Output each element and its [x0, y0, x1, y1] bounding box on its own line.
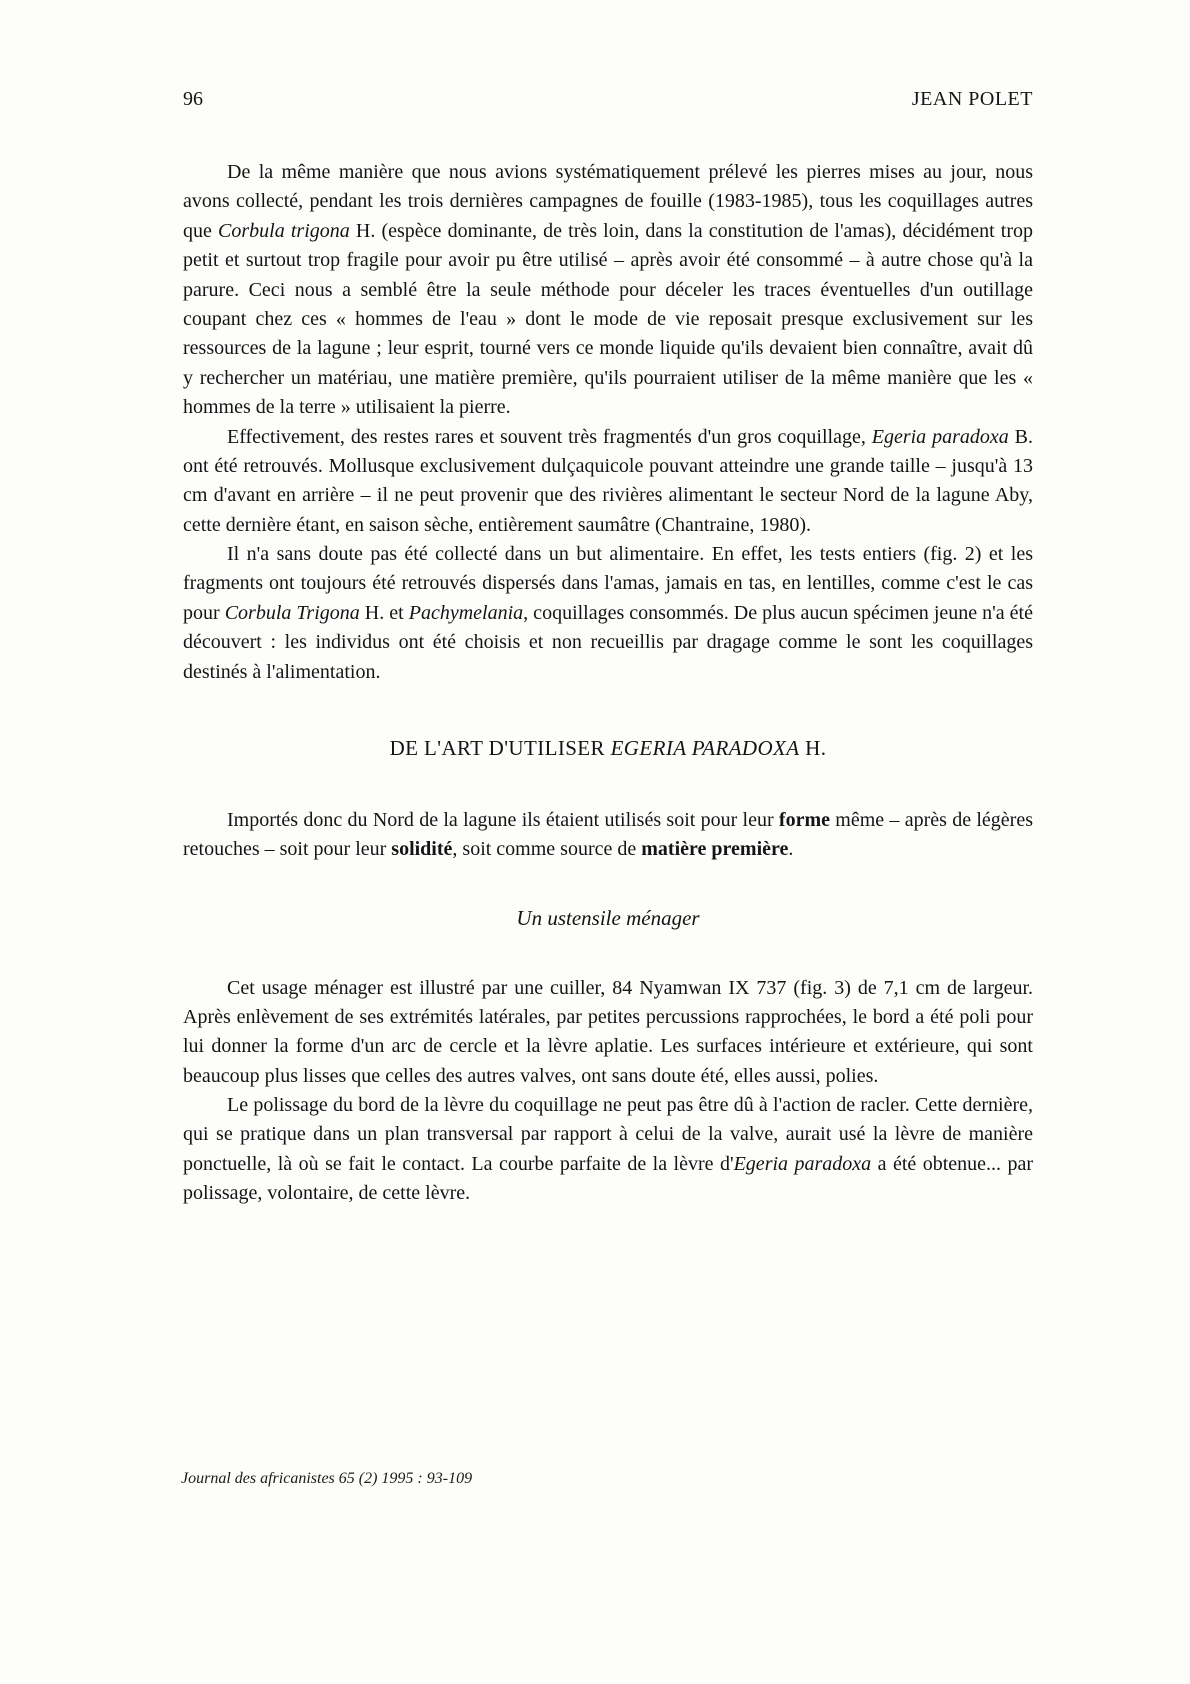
text-run: EGERIA PARADOXA [610, 736, 800, 761]
text-run: Egeria paradoxa [733, 1152, 872, 1175]
page-body [183, 158, 1033, 1209]
journal-citation: Journal des africanistes 65 (2) 1995 : 93-109 [181, 1470, 473, 1487]
paragraph-6 [183, 1091, 1033, 1209]
paragraph-2 [183, 423, 1033, 541]
subsection-heading [183, 903, 1033, 934]
text-run: a été obtenue... par polissage, volontaire, de cette lèvre. [183, 1152, 1034, 1205]
text-run: , soit comme source de [452, 838, 642, 861]
paragraph-4 [183, 806, 1033, 865]
text-run: Effectivement, des restes rares et souvent très fragmentés d'un gros coquillage, [227, 425, 872, 448]
text-run: Corbula Trigona [224, 601, 360, 624]
page-number: 96 [183, 88, 203, 110]
text-run: DE L'ART D'UTILISER [389, 736, 611, 761]
page-header [183, 88, 1033, 111]
text-run: Le polissage du bord de la lèvre du coquillage ne peut pas être dû à l'action de racler. Cette dernière, qui se pratique dans un plan transversal par rapport à celui de la valve, aurait usé la lèvre de manière ponctuelle, là où se fait le contact. La courbe parfaite de la lèvre d' [183, 1094, 1033, 1175]
text-run: même – après de légères retouches – soit pour leur [183, 808, 1033, 861]
page-footer [181, 1470, 1031, 1488]
text-run: H. (espèce dominante, de très loin, dans la constitution de l'amas), décidément trop petit et surtout trop fragile pour avoir pu être utilisé – après avoir été consommé – à autre chose qu'à la parure. Ceci nous a semblé être la seule méthode pour déceler les traces éventuelles d'un outillage coupant chez ces « hommes de l'eau » dont le mode de vie reposait presque exclusivement sur les ressources de la lagune ; leur esprit, tourné vers ce monde liquide qu'ils devaient bien connaître, avait dû y rechercher un matériau, une matière première, qu'ils pourraient utiliser de la même manière que les « hommes de la terre » utilisaient la pierre. [183, 219, 1033, 419]
text-run: matière première [641, 838, 789, 861]
text-run: , coquillages consommés. De plus aucun spécimen jeune n'a été découvert : les individus ont été choisis et non recueillis par dragage comme le sont les coquillages destinés à l'alimentation. [183, 601, 1033, 683]
text-run: H. [799, 736, 827, 761]
running-head: JEAN POLET [911, 88, 1033, 110]
paragraph-5 [183, 974, 1033, 1092]
text-run: forme [778, 808, 830, 831]
text-run: Il n'a sans doute pas été collecté dans un but alimentaire. En effet, les tests entiers (fig. 2) et les fragments ont toujours été retrouvés dispersés dans l'amas, jamais en tas, en lentilles, comme c'est le cas pour [183, 543, 1033, 624]
text-run: solidité [391, 838, 453, 861]
text-run: Corbula trigona [218, 219, 350, 242]
text-run: Un ustensile ménager [516, 905, 700, 930]
text-run: Egeria paradoxa [871, 425, 1009, 448]
text-run: De la même manière que nous avions systématiquement prélevé les pierres mises au jour, nous avons collecté, pendant les trois dernières campagnes de fouille (1983-1985), tous les coquillages autres que [183, 161, 1033, 242]
text-run: B. ont été retrouvés. Mollusque exclusivement dulçaquicole pouvant atteindre une grande taille – jusqu'à 13 cm d'avant en arrière – il ne peut provenir que des rivières alimentant le secteur Nord de la lagune Aby, cette dernière étant, en saison sèche, entièrement saumâtre (Chantraine, 1980). [183, 425, 1034, 536]
text-run: Pachymelania [408, 601, 524, 624]
text-run: . [788, 838, 794, 861]
text-run: Cet usage ménager est illustré par une cuiller, 84 Nyamwan IX 737 (fig. 3) de 7,1 cm de largeur. Après enlèvement de ses extrémités latérales, par petites percussions rapprochées, le bord a été poli pour lui donner la forme d'un arc de cercle et la lèvre aplatie. Les surfaces intérieure et extérieure, qui sont beaucoup plus lisses que celles des autres valves, ont sans doute été, elles aussi, polies. [183, 976, 1033, 1087]
paragraph-1 [183, 158, 1033, 423]
paragraph-3 [183, 540, 1033, 687]
text-run: Importés donc du Nord de la lagune ils étaient utilisés soit pour leur [227, 808, 779, 831]
text-run: H. et [359, 601, 409, 624]
section-heading [183, 733, 1033, 764]
